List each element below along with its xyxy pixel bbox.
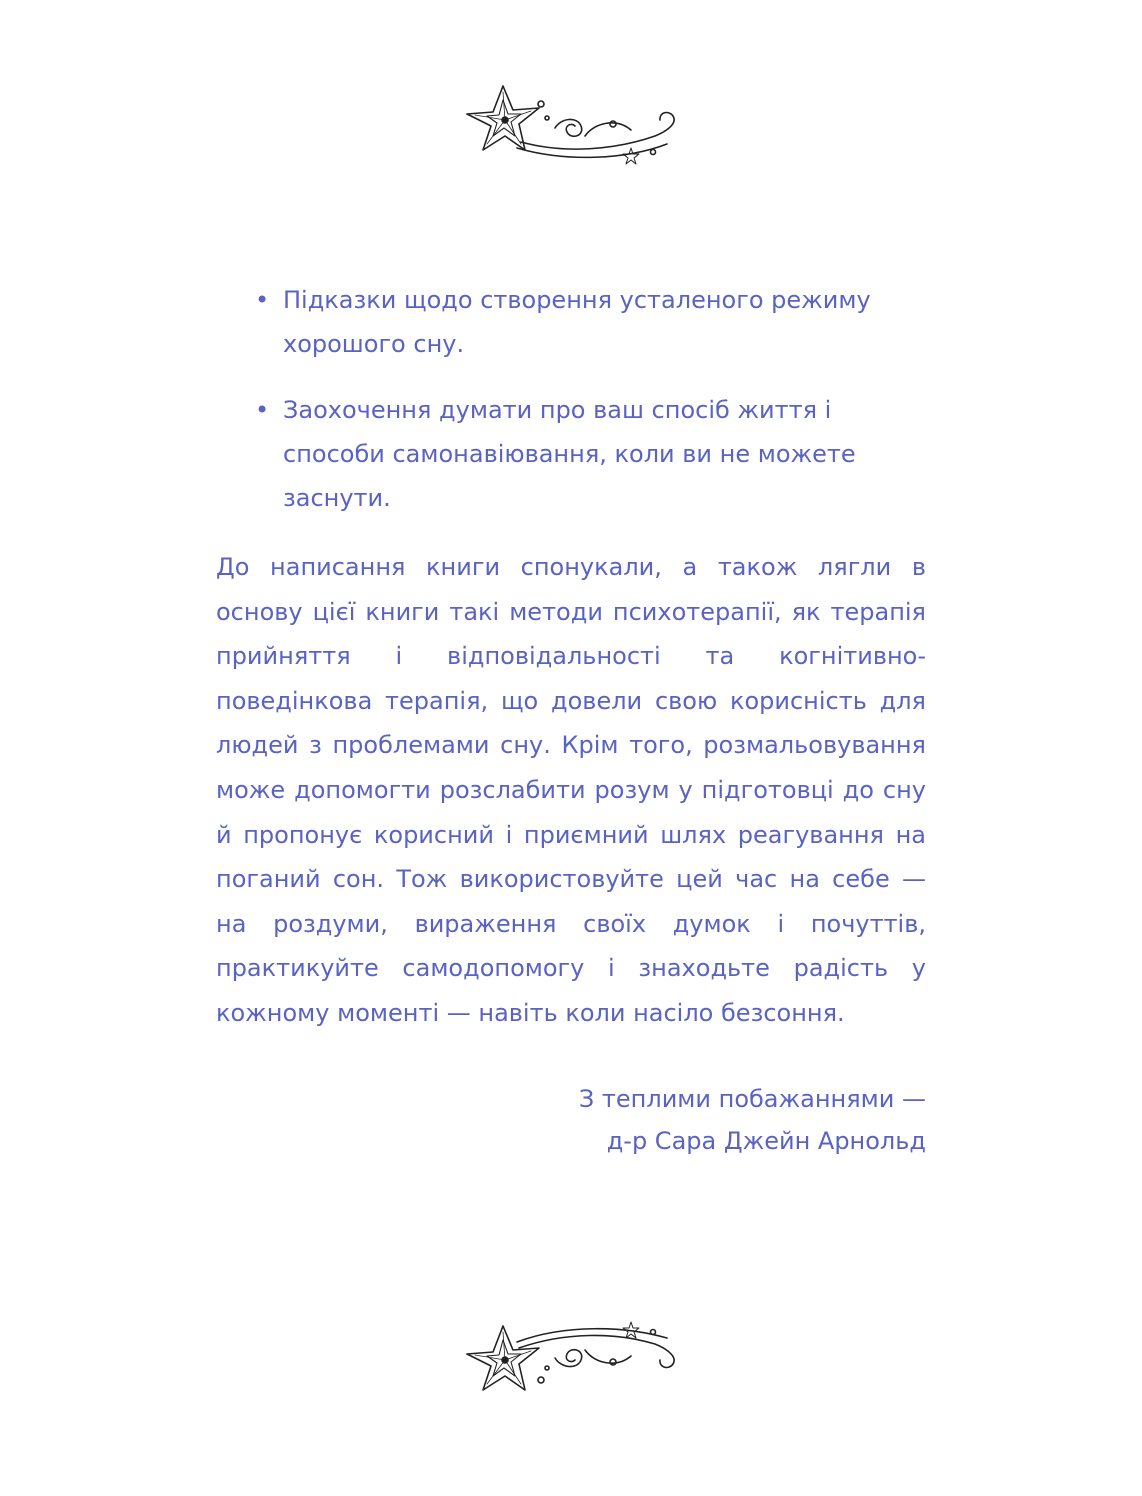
bullet-text: Заохочення думати про ваш спосіб життя і способи самонавіювання, коли ви не можете заснути. — [283, 396, 856, 512]
bullet-marker: • — [255, 396, 270, 424]
signature-author: д-р Сара Джейн Арнольд — [606, 1127, 926, 1155]
star-swirl-ornament-icon — [455, 78, 695, 168]
body-paragraph: До написання книги спонукали, а також лягли в основу цієї книги такі методи психотерапії, як терапія прийняття і відповідальності та когнітивно-поведінкова терапія, що довели свою корисність для людей з проблемами сну. Крім того, розмальовування може допомогти розслабити розум у підготовці до сну й пропонує корисний і приємний шлях реагування на поганий сон. Тож використовуйте цей час на себе — на роздуми, вираження своїх думок і почуттів, практикуйте самодопомогу і знаходьте радість у кожному моменті — навіть коли насіло безсоння. — [216, 553, 926, 1027]
bullet-marker: • — [255, 286, 270, 314]
list-item — [255, 278, 935, 366]
star-swirl-ornament-icon — [455, 1318, 695, 1408]
signature-greeting: З теплими побажаннями — — [578, 1085, 926, 1113]
list-item — [255, 388, 935, 520]
bullet-list — [255, 278, 935, 542]
bullet-text: Підказки щодо створення усталеного режиму хорошого сну. — [283, 286, 871, 358]
signature — [480, 1078, 926, 1162]
